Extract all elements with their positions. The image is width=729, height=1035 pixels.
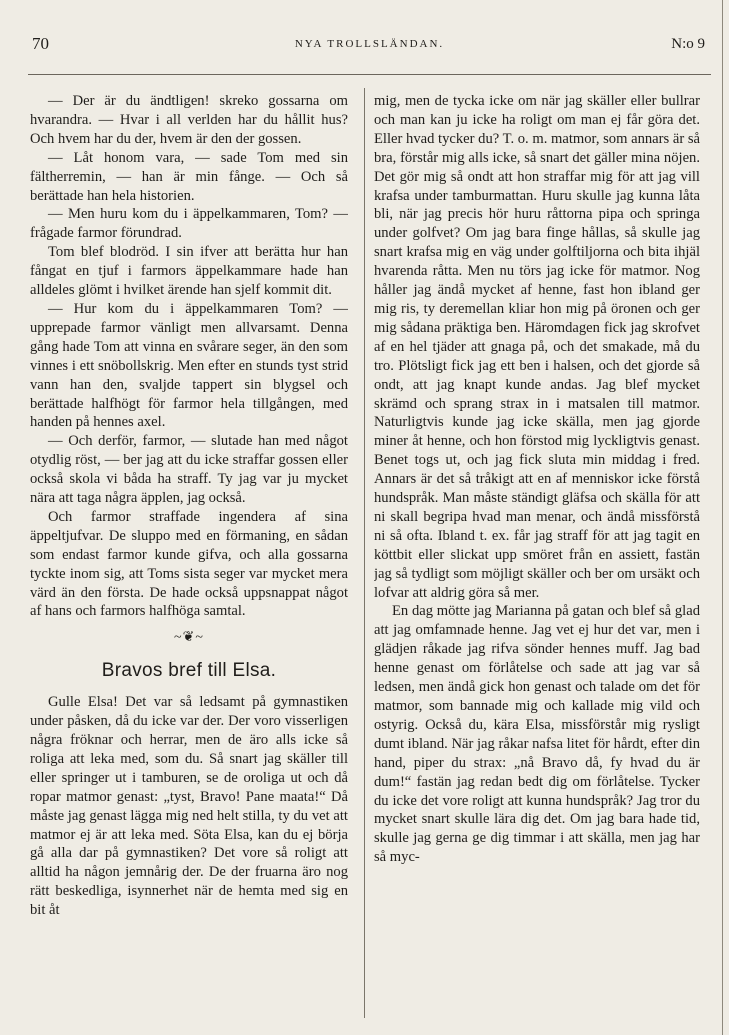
page-edge: [722, 0, 723, 1035]
paragraph: — Der är du ändtligen! skreko gossarna om hvarandra. — Hvar i all verlden har du hållit hus? Och hvem har du der, hvem är den der gossen.: [30, 93, 348, 147]
section-title: Bravos bref till Elsa.: [101, 660, 277, 682]
paragraph: — Hur kom du i äppelkammaren Tom? — upprepade farmor vänligt men allvarsamt. Denna gång hade Tom att vinna en svårare seger, än den som vinnes i ett snöbollskrig. Men efter en stunds tyst strid vann han den, svaljde tappert sin blygsel och berättade halfhögt för farmor hela tillgången, med handen på hennes axel.: [30, 300, 348, 431]
paragraph: Gulle Elsa! Det var så ledsamt på gymnastiken under påsken, då du icke var der. Der voro visserligen några fröknar och herrar, men de äro alls icke så roliga att leka med, som du. Så snart jag skäller till eller springer ut i tamburen, se de oroliga ut och då ropar matmor genast: „tyst, Bravo! Pane maata!“ Då måste jag genast lägga mig ned helt stilla, ty du vet att matmor ej är att leka med. Söta Elsa, kan du ej börja gå alla dar på gymnastiken? Det vore så roligt att alltid ha någon jemnårig der. De der fruarna äro nog rätt beskedliga, isynnerhet när de hemta med sig en bit åt: [30, 694, 348, 919]
page-number: 70: [32, 34, 49, 53]
paragraph: En dag mötte jag Marianna på gatan och blef så glad att jag omfamnade henne. Jag vet ej hur det var, men i glädjen råkade jag rifva sönder hennes muff. Jag bad henne genast om förlåtelse och sade att jag var så ledsen, men ändå gick hon genast och talade om det för matmor, som bannade mig och kallade mig vild och ostyrig. Också du, kära Elsa, missförstår mig rysligt dumt ibland. När jag råkar nafsa litet för hårdt, efter din hand, piper du strax: „nå Bravo då, fy hvad du är dum!“ fastän jag redan bedt dig om förlåtelse. Tycker du icke det vore roligt att kunna hundspråk? Jag tror du mycket snart skulle lära dig det. Om jag bara hade tid, skulle jag gerna ge dig timmar i att skälla, men jag har så myc-: [374, 603, 700, 866]
paragraph: — Låt honom vara, — sade Tom med sin fältherremin, — han är min fånge. — Och så berättade han hela historien.: [30, 149, 348, 204]
header-rule: [28, 74, 711, 75]
page-header: [30, 34, 709, 58]
left-column: [30, 92, 348, 1012]
running-title: NYA TROLLSLÄNDAN.: [294, 38, 445, 50]
paragraph: Och farmor straffade ingendera af sina äppeltjufvar. De sluppo med en förmaning, en sådan som endast farmor kunde gifva, och alla gossarna tyckte inom sig, att Toms sista seger var mycket mera värd än den första. De hade också uppsnappat något af hans och farmors halfhöga samtal.: [30, 508, 348, 620]
paragraph: — Och derför, farmor, — slutade han med något otydlig röst, — ber jag att du icke straffar gossen eller också skola vi båda ha straff. Ty jag var ju mycket nära att taga några äpplen, jag också.: [30, 433, 348, 507]
paragraph: mig, men de tycka icke om när jag skäller eller bullrar och man kan ju icke ha roligt om man ej får göra det. Eller hvad tycker du? T. o. m. matmor, som annars är så bra, förstår mig alls icke, så snart det gäller mina nöjen. Det gör mig så ondt att hon straffar mig för att jag vill krafsa under tamburmattan. Huru skulle jag kunna låta bli, när jag precis hör huru råttorna pipa och springa under golfvet? Om jag bara finge hållas, så skulle jag snart krafsa mig en väg under golftiljorna och bita ihjäl hvarenda råtta. Men nu törs jag icke för matmor. Nog håller jag ändå mycket af henne, fast hon ibland ger mig ris, ty deremellan kliar hon mig på öronen och ger mig sådana präktiga ben. Häromdagen fick jag skrofvet af en hel tjäder att gnaga på, och det smakade, må du tro. Plötsligt fick jag ett ben i halsen, och det gjorde så ondt, att jag knapt kunde andas. Jag blef mycket skrämd och sprang strax in i matsalen till matmor. Naturligtvis kunde jag icke skälla, men jag gjorde miner åt henne, och hon förstod mig lyckligtvis genast. Benet togs ut, och jag fick sluta min middag i fred. Annars är det så tråkigt att en af menniskor icke förstå hundspråk. Man måste ständigt gläfsa och skälla för att ni skall begripa hvad man menar, och ändå missförstå ni så ofta. Ibland t. ex. får jag straff för att jag tagit en köttbit eller slickat upp smöret från en assiett, fastän jag så tydligt som möjligt skäller och ber om ursäkt och lofvar att aldrig göra så mer.: [374, 93, 700, 601]
issue-number: N:o 9: [671, 36, 705, 52]
right-column: [374, 92, 700, 1012]
column-divider: [364, 88, 365, 1018]
paragraph: — Men huru kom du i äppelkammaren, Tom? — frågade farmor förundrad.: [30, 206, 348, 242]
ornament-divider: ~❦~: [174, 630, 204, 646]
paragraph: Tom blef blodröd. I sin ifver att berätta hur han fångat en tjuf i farmors äppelkammare hade han alldeles glömt i hvilket ärende han sjelf kommit dit.: [30, 244, 348, 299]
